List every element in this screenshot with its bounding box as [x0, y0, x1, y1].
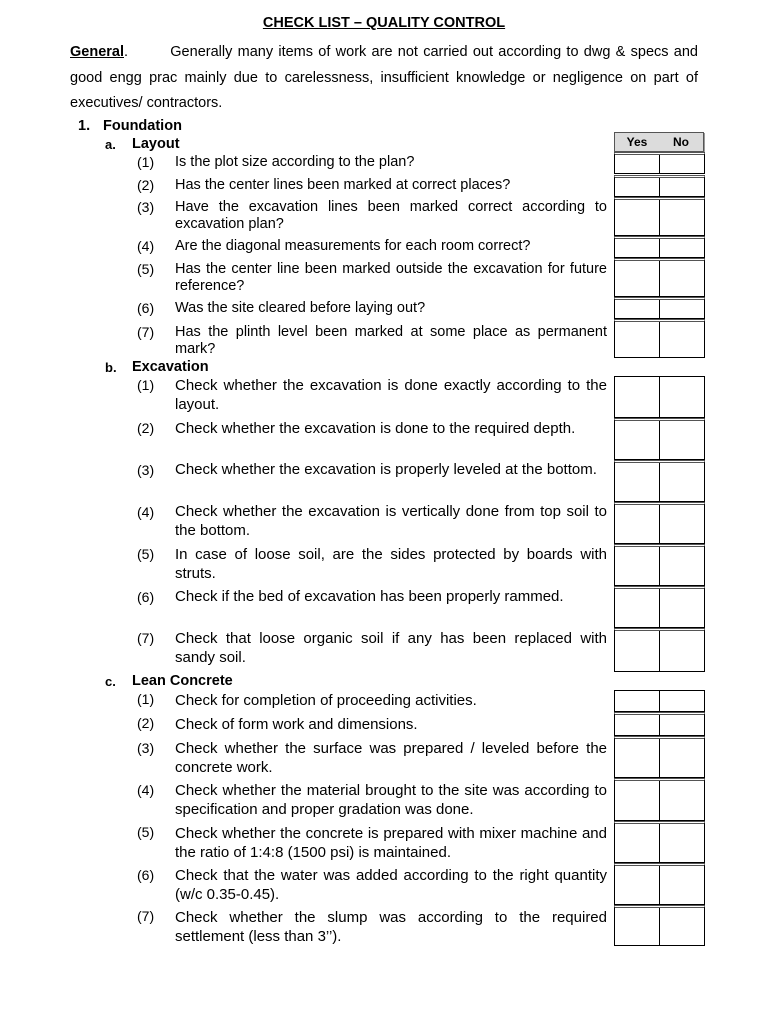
subsection-title-excavation: Excavation: [132, 359, 209, 375]
item-number: (5): [137, 546, 155, 562]
checkbox-row: [614, 736, 705, 778]
question-text: In case of loose soil, are the sides protected by boards with struts.: [175, 546, 607, 582]
question-text: Check whether the excavation is done exactly according to the layout.: [175, 377, 607, 413]
item-number: (1): [137, 154, 155, 170]
no-checkbox[interactable]: [660, 691, 704, 711]
item-number: (7): [137, 324, 155, 340]
yes-checkbox[interactable]: [615, 200, 660, 235]
yes-checkbox[interactable]: [615, 178, 660, 196]
section-number: 1.: [78, 118, 91, 134]
item-number: (4): [137, 782, 155, 798]
question-text: Check whether the excavation is vertically done from top soil to the bottom.: [175, 503, 607, 539]
question-text: Check that the water was added according to the right quantity (w/c 0.35-0.45).: [175, 867, 607, 903]
item-number: (2): [137, 715, 155, 731]
item-number: (5): [137, 824, 155, 840]
checkbox-row: [614, 197, 705, 236]
checkbox-row: [614, 778, 705, 821]
checkbox-row: [614, 905, 705, 946]
no-checkbox[interactable]: [660, 589, 704, 627]
subsection-letter-c: c.: [105, 674, 116, 689]
subsection-title-layout: Layout: [132, 136, 180, 152]
question-text: Check of form work and dimensions.: [175, 716, 418, 733]
no-checkbox[interactable]: [660, 463, 704, 501]
checkbox-row: [614, 502, 705, 544]
item-number: (6): [137, 300, 155, 316]
question-text: Check whether the concrete is prepared with mixer machine and the ratio of 1:4:8 (1500 psi) is maintained.: [175, 825, 607, 861]
yes-checkbox[interactable]: [615, 155, 660, 173]
checkbox-row: [614, 418, 705, 460]
question-text: Was the site cleared before laying out?: [175, 300, 426, 316]
yes-checkbox[interactable]: [615, 715, 660, 735]
no-checkbox[interactable]: [660, 200, 704, 235]
item-number: (3): [137, 740, 155, 756]
question-text: Check whether the excavation is properly leveled at the bottom.: [175, 461, 597, 478]
no-checkbox[interactable]: [660, 239, 704, 257]
yes-checkbox[interactable]: [615, 261, 660, 296]
checkbox-row: [614, 297, 705, 319]
item-number: (7): [137, 908, 155, 924]
item-number: (7): [137, 630, 155, 646]
no-checkbox[interactable]: [660, 300, 704, 318]
no-column-header: No: [673, 135, 689, 149]
no-checkbox[interactable]: [660, 781, 704, 820]
yes-checkbox[interactable]: [615, 824, 660, 862]
no-checkbox[interactable]: [660, 505, 704, 543]
item-number: (2): [137, 420, 155, 436]
yes-checkbox[interactable]: [615, 300, 660, 318]
item-number: (4): [137, 238, 155, 254]
checkbox-row: [614, 376, 705, 418]
item-number: (1): [137, 377, 155, 393]
yes-checkbox[interactable]: [615, 377, 660, 417]
question-text: Check for completion of proceeding activities.: [175, 692, 477, 709]
no-checkbox[interactable]: [660, 547, 704, 585]
checkbox-row: [614, 863, 705, 905]
checkbox-row: [614, 821, 705, 863]
no-checkbox[interactable]: [660, 322, 704, 357]
yes-checkbox[interactable]: [615, 866, 660, 904]
question-text: Check whether the excavation is done to the required depth.: [175, 420, 576, 437]
item-number: (6): [137, 867, 155, 883]
no-checkbox[interactable]: [660, 866, 704, 904]
checkbox-row: [614, 258, 705, 297]
yes-checkbox[interactable]: [615, 505, 660, 543]
checkbox-row: [614, 319, 705, 358]
item-number: (3): [137, 199, 155, 215]
question-text: Has the center lines been marked at correct places?: [175, 177, 511, 193]
no-checkbox[interactable]: [660, 739, 704, 777]
checkbox-row: [614, 460, 705, 502]
checkbox-row: [614, 586, 705, 628]
no-checkbox[interactable]: [660, 631, 704, 671]
question-text: Check if the bed of excavation has been properly rammed.: [175, 588, 564, 605]
no-checkbox[interactable]: [660, 155, 704, 173]
item-number: (4): [137, 504, 155, 520]
no-checkbox[interactable]: [660, 824, 704, 862]
yes-checkbox[interactable]: [615, 691, 660, 711]
checkbox-row: [614, 236, 705, 258]
page-title: CHECK LIST – QUALITY CONTROL: [262, 15, 506, 31]
question-text: Check whether the material brought to the site was according to specification and proper gradation was done.: [175, 782, 607, 818]
item-number: (5): [137, 261, 155, 277]
item-number: (3): [137, 462, 155, 478]
question-text: Is the plot size according to the plan?: [175, 154, 415, 170]
yes-checkbox[interactable]: [615, 239, 660, 257]
checkbox-row: [614, 690, 705, 712]
question-text: Check that loose organic soil if any has been replaced with sandy soil.: [175, 630, 607, 666]
checkbox-row: [614, 152, 705, 174]
no-checkbox[interactable]: [660, 715, 704, 735]
question-text: Has the plinth level been marked at some place as permanent mark?: [175, 324, 607, 357]
subsection-title-lean-concrete: Lean Concrete: [132, 673, 233, 689]
yes-checkbox[interactable]: [615, 631, 660, 671]
yes-checkbox[interactable]: [615, 463, 660, 501]
question-text: Check whether the slump was according to the required settlement (less than 3’’).: [175, 909, 607, 945]
yes-checkbox[interactable]: [615, 781, 660, 820]
question-text: Check whether the surface was prepared / leveled before the concrete work.: [175, 740, 607, 776]
yes-checkbox[interactable]: [615, 908, 660, 945]
item-number: (6): [137, 589, 155, 605]
yes-no-header: [614, 132, 704, 152]
item-number: (2): [137, 177, 155, 193]
general-label: General: [70, 44, 124, 60]
yes-checkbox[interactable]: [615, 421, 660, 459]
question-text: Has the center line been marked outside the excavation for future reference?: [175, 261, 607, 294]
no-checkbox[interactable]: [660, 377, 704, 417]
item-number: (1): [137, 691, 155, 707]
checkbox-row: [614, 628, 705, 672]
yes-checkbox[interactable]: [615, 739, 660, 777]
subsection-letter-b: b.: [105, 360, 117, 375]
yes-checkbox[interactable]: [615, 322, 660, 357]
general-text: Generally many items of work are not carried out according to dwg & specs and good engg prac mainly due to carelessness, insufficient knowledge or negligence on part of executives/ contractors.: [70, 44, 698, 111]
question-text: Are the diagonal measurements for each room correct?: [175, 238, 531, 254]
no-checkbox[interactable]: [660, 178, 704, 196]
checkbox-row: [614, 712, 705, 736]
yes-checkbox[interactable]: [615, 547, 660, 585]
section-title: Foundation: [103, 118, 182, 134]
yes-checkbox[interactable]: [615, 589, 660, 627]
subsection-letter-a: a.: [105, 137, 116, 152]
yes-column-header: Yes: [626, 135, 648, 149]
no-checkbox[interactable]: [660, 261, 704, 296]
no-checkbox[interactable]: [660, 421, 704, 459]
no-checkbox[interactable]: [660, 908, 704, 945]
general-paragraph: General. Generally many items of work are not carried out according to dwg & specs and good engg prac mainly due to carelessness, insufficient knowledge or negligence on part of executives/ contractors.: [70, 44, 698, 111]
checkbox-row: [614, 544, 705, 586]
question-text: Have the excavation lines been marked correct according to excavation plan?: [175, 199, 607, 232]
checkbox-row: [614, 175, 705, 197]
